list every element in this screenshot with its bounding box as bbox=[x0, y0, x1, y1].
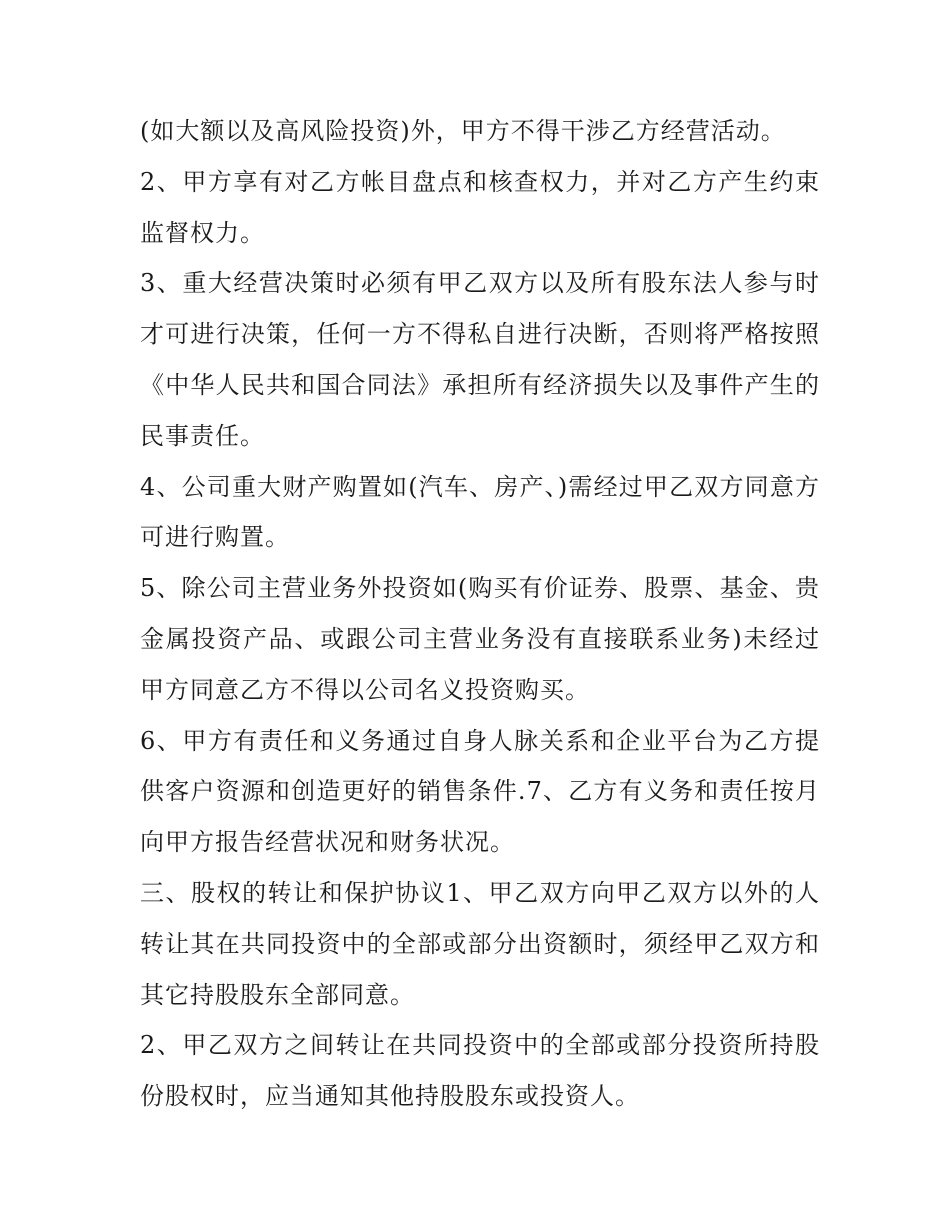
paragraph-clause-2: 2、甲方享有对乙方帐目盘点和核查权力，并对乙方产生约束监督权力。 bbox=[140, 167, 820, 247]
paragraph-clause-3: 3、重大经营决策时必须有甲乙双方以及所有股东法人参与时才可进行决策，任何一方不得私自进行决断，否则将严格按照《中华人民共和国合同法》承担所有经济损失以及事件产生的民事责任。 bbox=[140, 269, 820, 450]
paragraph-section-3-clause-2: 2、甲乙双方之间转让在共同投资中的全部或部分投资所持股份股权时，应当通知其他持股股东或投资人。 bbox=[140, 1031, 820, 1111]
paragraph-intro-clause: (如大额以及高风险投资)外，甲方不得干涉乙方经营活动。 bbox=[140, 117, 786, 145]
document-body bbox=[140, 106, 820, 1122]
paragraph-section-3-clause-1: 三、股权的转让和保护协议1、甲乙双方向甲乙双方以外的人转让其在共同投资中的全部或部分出资额时，须经甲乙双方和其它持股股东全部同意。 bbox=[140, 878, 820, 1009]
paragraph-clause-4: 4、公司重大财产购置如(汽车、房产、)需经过甲乙双方同意方可进行购置。 bbox=[140, 472, 820, 552]
paragraph-clause-6-7: 6、甲方有责任和义务通过自身人脉关系和企业平台为乙方提供客户资源和创造更好的销售条件.7、乙方有义务和责任按月向甲方报告经营状况和财务状况。 bbox=[140, 726, 820, 857]
paragraph-clause-5: 5、除公司主营业务外投资如(购买有价证券、股票、基金、贵金属投资产品、或跟公司主营业务没有直接联系业务)未经过甲方同意乙方不得以公司名义投资购买。 bbox=[140, 574, 820, 704]
